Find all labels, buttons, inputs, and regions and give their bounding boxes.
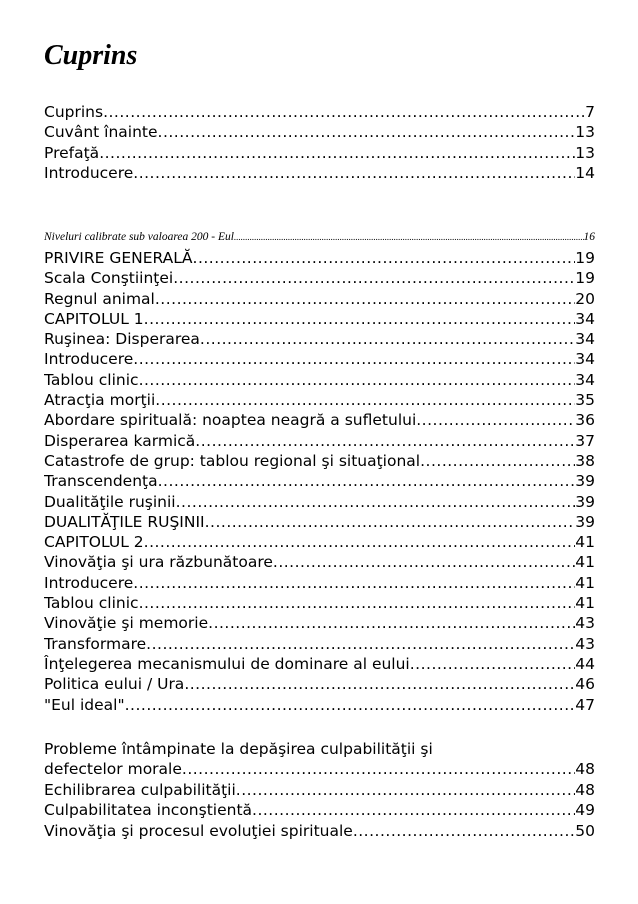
toc-entry[interactable] [44,451,595,471]
dot-leader [139,593,576,613]
toc-entry-page: 19 [575,269,595,288]
toc-entry[interactable] [44,122,595,142]
dot-leader [144,309,576,329]
toc-entry-label: Tablou clinic [44,594,139,613]
dot-leader [158,471,576,491]
toc-entry[interactable] [44,821,595,841]
toc-entry-page: 41 [575,594,595,613]
toc-entry-label-line1: Probleme întâmpinate la depăşirea culpabilităţii şi [44,740,433,758]
toc-entry-page: 34 [575,370,595,389]
toc-entry-page: 13 [575,123,595,142]
toc-entry-label: Disperarea karmică [44,431,196,450]
toc-entry-label: Catastrofe de grup: tablou regional şi situaţional [44,451,421,470]
toc-entry[interactable] [44,229,595,245]
toc-entry[interactable] [44,349,595,369]
toc-entry-page: 46 [575,675,595,694]
toc-entry[interactable] [44,674,595,694]
toc-entry-page: 7 [585,103,595,121]
toc-entry[interactable] [44,532,595,552]
toc-entry[interactable] [44,431,595,451]
toc-entry-page: 34 [575,309,595,328]
toc-entry-page: 44 [575,654,595,673]
toc-entry-label: Înţelegerea mecanismului de dominare al eului [44,654,410,673]
toc-entry-label: PRIVIRE GENERALĂ [44,249,193,267]
toc-entry[interactable] [44,143,595,163]
toc-entry-label: Introducere [44,573,134,592]
toc-entry-label: Abordare spirituală: noaptea neagră a sufletului [44,411,417,430]
dot-leader [420,451,575,471]
toc-entry-page: 43 [575,614,595,633]
toc-entry-page: 47 [575,695,595,714]
toc-entry[interactable] [44,471,595,491]
toc-entry-label-line2: defectelor morale [44,760,182,779]
toc-entry-label: DUALITĂŢILE RUŞINII [44,512,205,531]
toc-entry-page: 37 [575,431,595,450]
toc-entry[interactable] [44,268,595,288]
dot-leader [133,573,575,593]
toc-entry[interactable] [44,102,595,122]
toc-entry-page: 38 [575,451,595,470]
toc-entry[interactable] [44,780,595,800]
dot-leader [200,329,575,349]
toc-entry-page: 34 [575,330,595,349]
toc-entry-label: Prefaţă [44,143,100,162]
toc-entry-label: Dualităţile ruşinii [44,492,176,511]
toc-entry[interactable] [44,492,595,512]
dot-leader [99,143,575,163]
dot-leader [133,163,575,183]
dot-leader [416,410,575,430]
toc-entry-page: 19 [575,249,595,267]
dot-leader [205,512,576,532]
toc-entry-label: CAPITOLUL 2 [44,533,144,552]
toc-entry[interactable] [44,370,595,390]
dot-leader [208,613,575,633]
toc-entry[interactable] [44,573,595,593]
dot-leader [273,552,575,572]
toc-entry-label: Atracţia morţii [44,391,156,410]
toc-entry-multiline[interactable] [44,739,595,780]
dot-leader [158,122,576,142]
dot-leader [125,695,576,715]
dot-leader [144,532,576,552]
toc-entry-page: 41 [575,533,595,552]
toc-entry[interactable] [44,695,595,715]
toc-entry-label: Ruşinea: Disperarea [44,330,200,349]
toc-entry-page: 43 [575,634,595,653]
dot-leader [410,654,576,674]
toc-entry[interactable] [44,163,595,183]
dot-leader [193,248,576,268]
dot-leader [139,370,576,390]
dot-leader [133,349,575,369]
toc-entry-label: Scala Conştiinţei [44,269,174,288]
toc-entry-label: Introducere [44,350,134,369]
toc-entry[interactable] [44,329,595,349]
dot-leader [176,492,576,512]
dot-leader [103,102,585,122]
toc-entry-label: Transcendenţa [44,472,158,491]
toc-entry-page: 14 [575,163,595,182]
toc-entry-page: 48 [575,760,595,779]
dot-leader [195,431,575,451]
dot-leader [146,634,575,654]
toc-entry[interactable] [44,613,595,633]
toc-entry[interactable] [44,800,595,820]
toc-entry-label: Cuprins [44,103,104,121]
dot-leader [184,674,575,694]
dot-leader [236,780,575,800]
toc-entry-page: 39 [575,492,595,511]
toc-entry[interactable] [44,410,595,430]
toc-entry-page: 41 [575,553,595,572]
toc-entry-page: 36 [575,411,595,430]
toc-entry-page: 39 [575,512,595,531]
toc-entry[interactable] [44,552,595,572]
toc-entry[interactable] [44,289,595,309]
toc-entry[interactable] [44,654,595,674]
toc-entry[interactable] [44,248,595,268]
toc-entry-label: Culpabilitatea inconştientă [44,801,253,820]
toc-entry-label: Regnul animal [44,289,155,308]
toc-section-1 [44,102,595,183]
toc-entry-page: 16 [583,231,595,243]
toc-entry[interactable] [44,390,595,410]
toc-section-2 [44,248,595,715]
toc-entry[interactable] [44,593,595,613]
dot-leader [155,390,575,410]
toc-entry-label: Vinovăţia şi procesul evoluţiei spirituale [44,821,353,840]
toc-section-multiline [44,739,595,780]
toc-entry[interactable] [44,512,595,532]
toc-entry-label: "Eul ideal" [44,695,125,714]
toc-entry-page: 35 [575,391,595,410]
dot-leader [173,268,575,288]
dot-leader [353,821,575,841]
toc-entry-label: Echilibrarea culpabilităţii [44,781,236,799]
toc-entry-page: 34 [575,350,595,369]
dot-leader [234,229,584,245]
page-title: Cuprins [44,40,138,71]
toc-entry-page: 39 [575,472,595,491]
toc-entry-label: Vinovăţia şi ura răzbunătoare [44,553,273,572]
dot-leader [252,800,575,820]
toc-entry-label: Vinovăţie şi memorie [44,614,209,633]
toc-entry-page: 41 [575,573,595,592]
toc-entry-page: 50 [575,821,595,840]
dot-leader [155,289,575,309]
toc-entry-label: Transformare [44,634,147,653]
toc-entry-label: Niveluri calibrate sub valoarea 200 - Eul [44,231,234,243]
toc-entry-page: 49 [575,801,595,820]
toc-entry[interactable] [44,634,595,654]
toc-entry-label: Introducere [44,163,134,182]
toc-entry-page: 48 [575,781,595,799]
dot-leader [182,759,575,779]
toc-section-3 [44,780,595,841]
toc-entry-label: Cuvânt înainte [44,123,158,142]
toc-entry-label: Tablou clinic [44,370,139,389]
toc-entry-page: 13 [575,143,595,162]
toc-entry[interactable] [44,309,595,329]
toc-entry-page: 20 [575,289,595,308]
toc-section-small [44,229,595,245]
toc-entry-label: Politica eului / Ura [44,675,185,694]
toc-entry-label: CAPITOLUL 1 [44,309,144,328]
